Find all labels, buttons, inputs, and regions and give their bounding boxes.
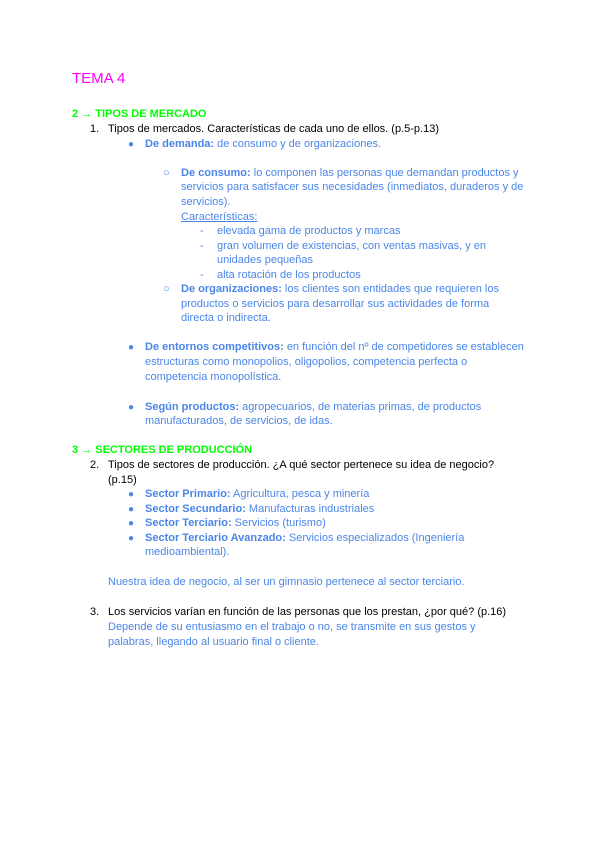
question-text: Los servicios varían en función de las personas que los prestan, ¿por qué? (p.16) <box>108 606 507 618</box>
item-text: servicios). <box>181 196 231 208</box>
item-label: De consumo: <box>181 167 251 179</box>
list-item <box>181 283 499 295</box>
answer-text: palabras, llegando al usuario final o cliente. <box>108 636 319 648</box>
list-number: 1. <box>90 123 100 135</box>
item-text: de consumo y de organizaciones. <box>217 138 382 150</box>
list-item <box>145 341 524 353</box>
item-label: Sector Terciario: <box>145 517 232 529</box>
list-number: 3. <box>90 606 100 618</box>
answer-text: Depende de su entusiasmo en el trabajo o no, se transmite en sus gestos y <box>108 621 476 633</box>
bullet-icon: ● <box>128 402 135 413</box>
item-label: De entornos competitivos: <box>145 341 284 353</box>
item-label: Sector Secundario: <box>145 503 246 515</box>
item-label: De demanda: <box>145 138 215 150</box>
item-label: De organizaciones: <box>181 283 282 295</box>
list-item: unidades pequeñas <box>217 254 314 266</box>
bullet-icon: ● <box>128 139 135 150</box>
item-label: Según productos: <box>145 401 240 413</box>
list-item <box>145 401 481 413</box>
list-item: alta rotación de los productos <box>217 269 361 281</box>
bullet-icon: ● <box>128 504 135 515</box>
item-text: estructuras como monopolios, oligopolios, competencia perfecta o <box>145 356 468 368</box>
list-item <box>145 488 369 500</box>
item-text: lo componen las personas que demandan productos y <box>253 167 519 179</box>
list-item <box>145 503 374 515</box>
item-text: directa o indirecta. <box>181 312 271 324</box>
list-item <box>145 532 464 544</box>
item-text: competencia monopolística. <box>145 371 282 383</box>
item-text: los clientes son entidades que requieren los <box>284 283 499 295</box>
list-number: 2. <box>90 459 100 471</box>
dash-bullet-icon: - <box>200 240 204 252</box>
item-text: Manufacturas industriales <box>248 503 375 515</box>
list-item: elevada gama de productos y marcas <box>217 225 401 237</box>
section-heading-mercado: 2 → TIPOS DE MERCADO <box>72 108 207 120</box>
list-item <box>181 167 519 179</box>
list-item: gran volumen de existencias, con ventas masivas, y en <box>217 240 487 252</box>
item-text: Agricultura, pesca y minería <box>233 488 370 500</box>
question-text: Tipos de sectores de producción. ¿A qué sector pertenece su idea de negocio? <box>108 459 495 471</box>
item-text: servicios para satisfacer sus necesidades (inmediatos, duraderos y de <box>181 181 524 193</box>
item-text: manufacturados, de servicios, de idas. <box>145 415 333 427</box>
page-title: TEMA 4 <box>72 70 126 87</box>
item-text: medioambiental). <box>145 546 230 558</box>
item-text: productos o servicios para desarrollar sus actividades de forma <box>181 298 490 310</box>
circle-bullet-icon: ○ <box>163 283 170 295</box>
question-text: (p.15) <box>108 474 137 486</box>
circle-bullet-icon: ○ <box>163 167 170 179</box>
section-heading-produccion: 3 → SECTORES DE PRODUCCIÓN <box>72 444 253 456</box>
item-label: Sector Primario: <box>145 488 231 500</box>
item-text: Servicios especializados (Ingeniería <box>288 532 465 544</box>
bullet-icon: ● <box>128 518 135 529</box>
question-text: Tipos de mercados. Características de cada uno de ellos. (p.5-p.13) <box>108 123 439 135</box>
item-text: Servicios (turismo) <box>234 517 326 529</box>
bullet-icon: ● <box>128 533 135 544</box>
bullet-icon: ● <box>128 342 135 353</box>
bullet-icon: ● <box>128 489 135 500</box>
dash-bullet-icon: - <box>200 225 204 237</box>
list-item <box>145 138 381 150</box>
dash-bullet-icon: - <box>200 269 204 281</box>
sublist-label: Características: <box>181 211 258 223</box>
item-label: Sector Terciario Avanzado: <box>145 532 286 544</box>
item-text: agropecuarios, de materias primas, de productos <box>242 401 482 413</box>
item-text: en función del nº de competidores se establecen <box>286 341 524 353</box>
answer-text: Nuestra idea de negocio, al ser un gimnasio pertenece al sector terciario. <box>108 576 465 588</box>
list-item <box>145 517 326 529</box>
